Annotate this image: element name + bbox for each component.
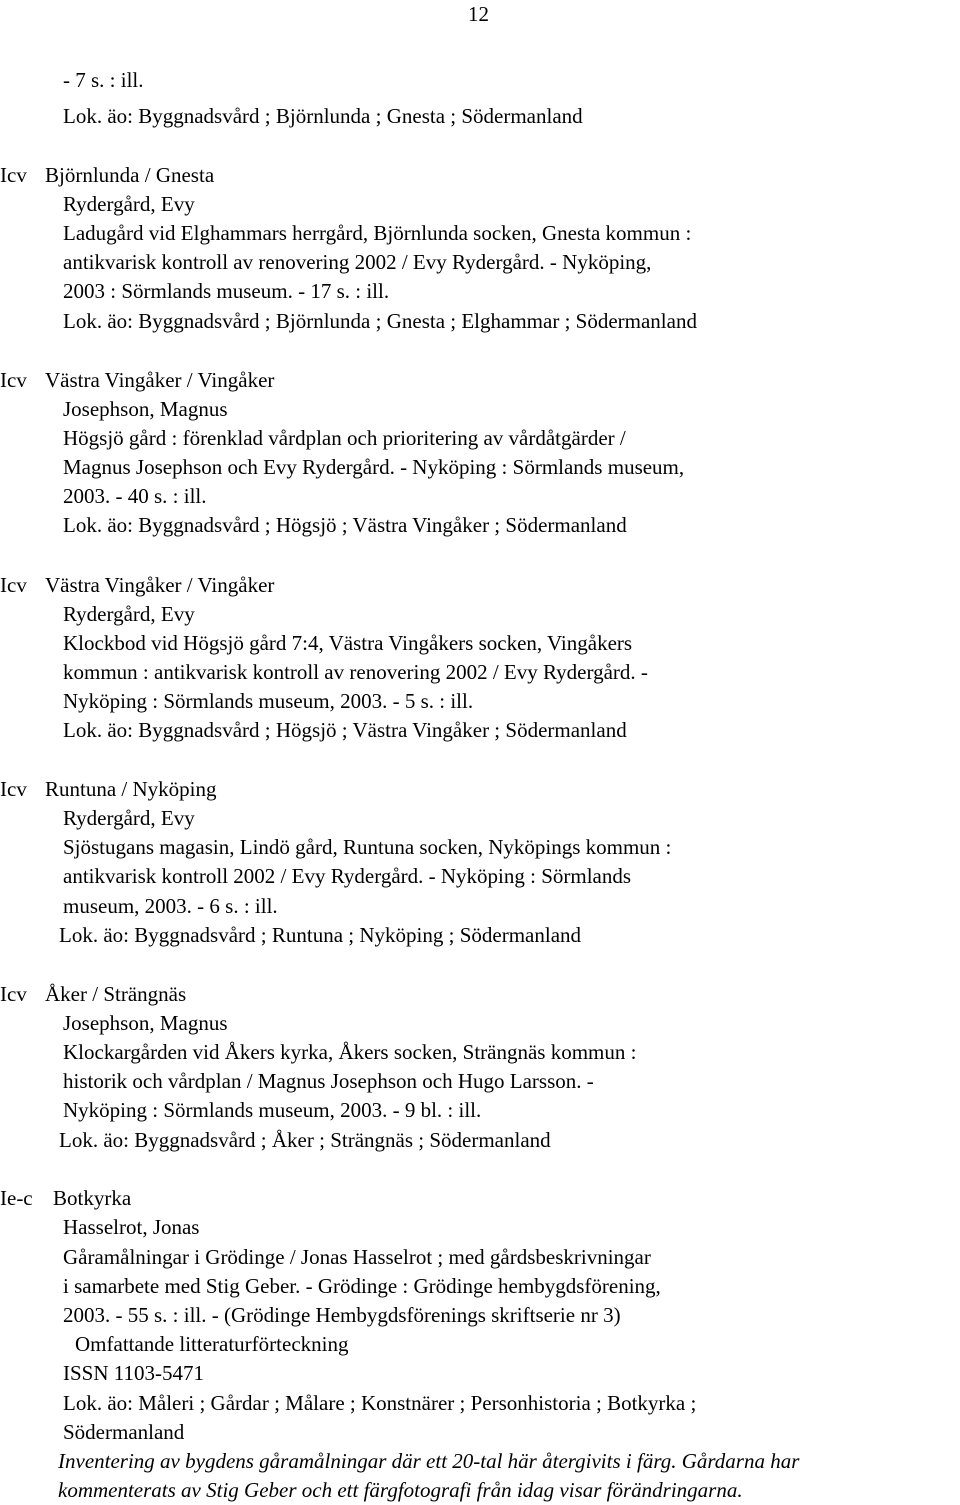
entry-title-line: 2003 : Sörmlands museum. - 17 s. : ill. — [63, 279, 390, 303]
entry-subject-line: Lok. äo: Byggnadsvård ; Björnlunda ; Gnesta ; Södermanland — [63, 104, 583, 128]
classification-code: Ie-c — [0, 1186, 33, 1210]
entry-issn: ISSN 1103-5471 — [63, 1361, 204, 1385]
entry-subject-line: Lok. äo: Byggnadsvård ; Åker ; Strängnäs ; Södermanland — [59, 1128, 551, 1152]
entry-author: Rydergård, Evy — [63, 192, 195, 216]
entry-author: Hasselrot, Jonas — [63, 1215, 200, 1239]
entry-title-line: 2003. - 55 s. : ill. - (Grödinge Hembygdsförenings skriftserie nr 3) — [63, 1303, 621, 1327]
classification-code: Icv — [0, 982, 27, 1006]
entry-description: Inventering av bygdens gåramålningar där ett 20-tal här återgivits i färg. Gårdarna har — [58, 1449, 800, 1473]
entry-title-line: antikvarisk kontroll av renovering 2002 / Evy Rydergård. - Nyköping, — [63, 250, 652, 274]
entry-title-line: Ladugård vid Elghammars herrgård, Björnlunda socken, Gnesta kommun : — [63, 221, 692, 245]
entry-place: Västra Vingåker / Vingåker — [45, 368, 275, 392]
entry-place: Botkyrka — [53, 1186, 132, 1210]
entry-subject-line: Lok. äo: Byggnadsvård ; Högsjö ; Västra Vingåker ; Södermanland — [63, 718, 627, 742]
entry-description: kommenterats av Stig Geber och ett färgfotografi från idag visar förändringarna. — [58, 1478, 743, 1502]
entry-note: Omfattande litteraturförteckning — [75, 1332, 349, 1356]
entry-title-line: Nyköping : Sörmlands museum, 2003. - 5 s. : ill. — [63, 689, 474, 713]
entry-title-line: antikvarisk kontroll 2002 / Evy Rydergård. - Nyköping : Sörmlands — [63, 864, 632, 888]
entry-title-line: Sjöstugans magasin, Lindö gård, Runtuna socken, Nyköpings kommun : — [63, 835, 672, 859]
page-number: 12 — [468, 2, 489, 26]
entry-subject-line: Lok. äo: Byggnadsvård ; Runtuna ; Nyköping ; Södermanland — [59, 923, 582, 947]
entry-place: Björnlunda / Gnesta — [45, 163, 215, 187]
entry-author: Rydergård, Evy — [63, 806, 195, 830]
entry-subject-line: Södermanland — [63, 1420, 185, 1444]
entry-place: Västra Vingåker / Vingåker — [45, 573, 275, 597]
entry-title-line: i samarbete med Stig Geber. - Grödinge : Grödinge hembygdsförening, — [63, 1274, 661, 1298]
entry-title-line: Klockargården vid Åkers kyrka, Åkers socken, Strängnäs kommun : — [63, 1040, 637, 1064]
entry-title-line: 2003. - 40 s. : ill. — [63, 484, 207, 508]
classification-code: Icv — [0, 368, 27, 392]
entry-subject-line: Lok. äo: Byggnadsvård ; Björnlunda ; Gnesta ; Elghammar ; Södermanland — [63, 309, 697, 333]
classification-code: Icv — [0, 573, 27, 597]
classification-code: Icv — [0, 777, 27, 801]
entry-author: Rydergård, Evy — [63, 602, 195, 626]
entry-place: Åker / Strängnäs — [45, 982, 187, 1006]
entry-title-line: kommun : antikvarisk kontroll av renovering 2002 / Evy Rydergård. - — [63, 660, 648, 684]
entry-subject-line: Lok. äo: Måleri ; Gårdar ; Målare ; Konstnärer ; Personhistoria ; Botkyrka ; — [63, 1391, 697, 1415]
entry-title-line: Klockbod vid Högsjö gård 7:4, Västra Vingåkers socken, Vingåkers — [63, 631, 633, 655]
entry-author: Josephson, Magnus — [63, 397, 228, 421]
classification-code: Icv — [0, 163, 27, 187]
entry-title-line: Nyköping : Sörmlands museum, 2003. - 9 bl. : ill. — [63, 1098, 482, 1122]
entry-subject-line: Lok. äo: Byggnadsvård ; Högsjö ; Västra Vingåker ; Södermanland — [63, 513, 627, 537]
entry-title-line: historik och vårdplan / Magnus Josephson och Hugo Larsson. - — [63, 1069, 594, 1093]
entry-author: Josephson, Magnus — [63, 1011, 228, 1035]
entry-title-line: Magnus Josephson och Evy Rydergård. - Nyköping : Sörmlands museum, — [63, 455, 685, 479]
entry-title-line: Gåramålningar i Grödinge / Jonas Hasselrot ; med gårdsbeskrivningar — [63, 1245, 651, 1269]
entry-title-line: museum, 2003. - 6 s. : ill. — [63, 894, 278, 918]
entry-extent: - 7 s. : ill. — [63, 68, 144, 92]
entry-title-line: Högsjö gård : förenklad vårdplan och prioritering av vårdåtgärder / — [63, 426, 626, 450]
entry-place: Runtuna / Nyköping — [45, 777, 217, 801]
